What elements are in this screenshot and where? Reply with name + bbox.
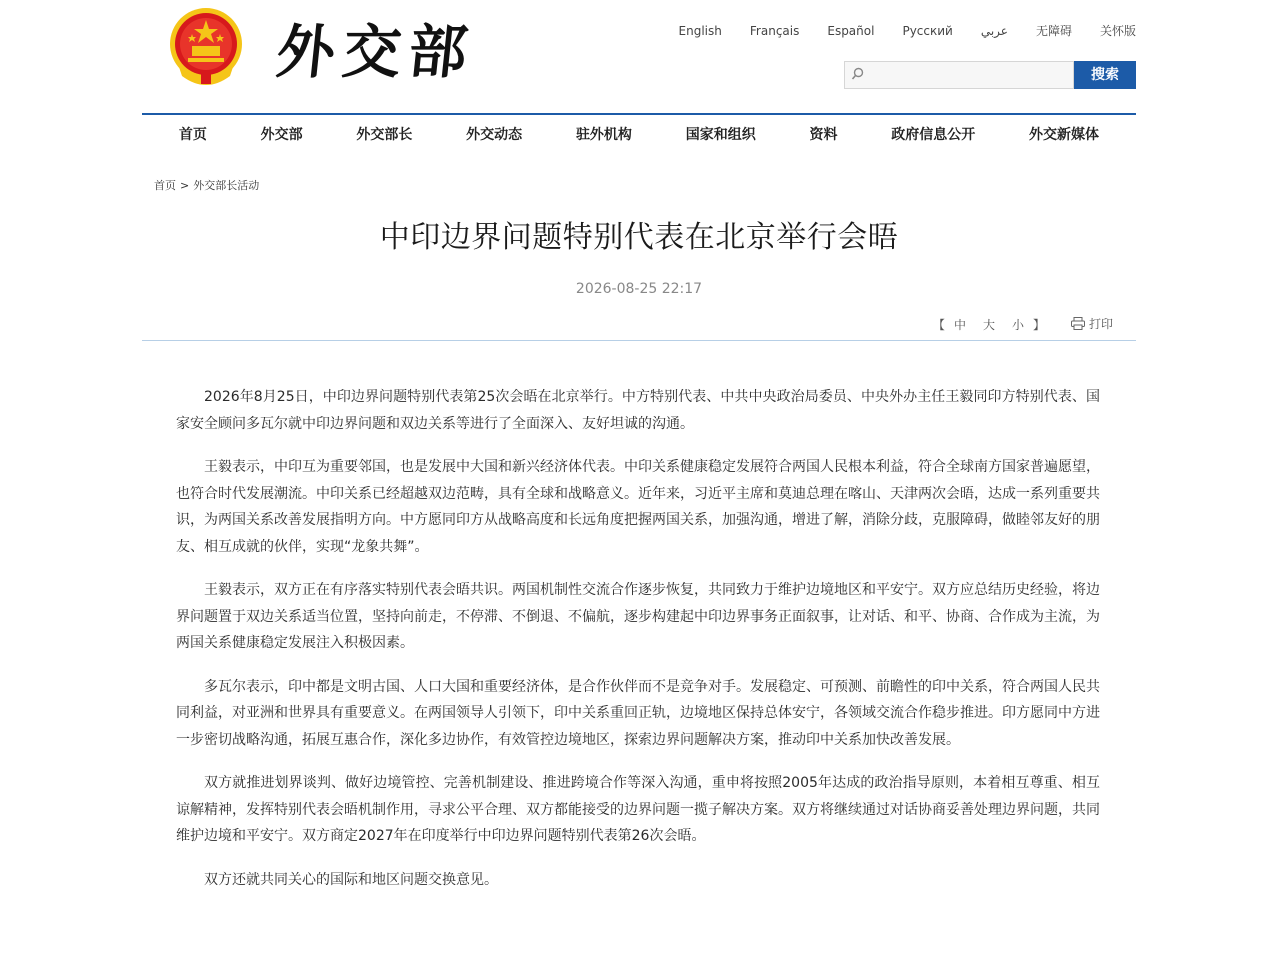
site-header [142, 0, 1136, 113]
accessibility-link[interactable]: 无障碍 [1035, 24, 1072, 38]
font-size-large-button[interactable]: 中 [953, 318, 967, 333]
font-size-selector [933, 316, 1046, 333]
breadcrumb-home-link[interactable]: 首页 [154, 179, 176, 192]
lang-arabic-link[interactable]: عربي [980, 24, 1008, 38]
page [142, 0, 1136, 893]
printer-icon [1071, 317, 1085, 330]
lang-spanish-link[interactable]: Español [827, 24, 875, 38]
nav-item-missions-abroad[interactable]: 驻外机构 [575, 127, 632, 143]
search-input[interactable] [871, 62, 1075, 88]
site-logo-text[interactable]: 外交部 [273, 18, 479, 86]
search-box [844, 61, 1074, 89]
search-bar [844, 61, 1136, 89]
breadcrumb-separator: > [180, 179, 190, 192]
language-links [651, 23, 1136, 39]
breadcrumb-current-link[interactable]: 外交部长活动 [193, 179, 260, 192]
article-paragraph: 王毅表示，双方正在有序落实特别代表会晤共识。两国机制性交流合作逐步恢复，共同致力于维护边境地区和平安宁。双方应总结历史经验，将边界问题置于双边关系适当位置，坚持向前走，不停滞、不倒退、不偏航，逐步构建起中印边界事务正面叙事，让对话、和平、协商、合作成为主流，为两国关系健康稳定发展注入积极因素。 [176, 582, 1100, 652]
font-size-medium-button[interactable]: 大 [982, 318, 996, 333]
nav-item-home[interactable]: 首页 [178, 127, 207, 143]
article-date: 2026-08-25 22:17 [575, 281, 703, 298]
search-icon [851, 67, 865, 81]
article-body [176, 384, 1100, 893]
main-nav [142, 113, 1136, 155]
nav-item-government-info[interactable]: 政府信息公开 [891, 127, 976, 143]
breadcrumb [154, 178, 1136, 194]
elder-care-version-link[interactable]: 关怀版 [1099, 24, 1136, 38]
font-size-small-button[interactable]: 小 [1011, 318, 1025, 333]
article-paragraph: 王毅表示，中印互为重要邻国，也是发展中大国和新兴经济体代表。中印关系健康稳定发展符合两国人民根本利益，符合全球南方国家普遍愿望，也符合时代发展潮流。中印关系已经超越双边范畴，具有全球和战略意义。近年来，习近平主席和莫迪总理在喀山、天津两次会晤，达成一系列重要共识，为两国关系改善发展指明方向。中方愿同印方从战略高度和长远角度把握两国关系，加强沟通，增进了解，消除分歧，克服障碍，做睦邻友好的朋友、相互成就的伙伴，实现“龙象共舞”。 [176, 459, 1100, 555]
article-tools [142, 310, 1136, 341]
article-title: 中印边界问题特别代表在北京举行会晤 [379, 220, 899, 255]
article-paragraph: 双方还就共同关心的国际和地区问题交换意见。 [204, 871, 498, 888]
nav-item-ministry[interactable]: 外交部 [260, 127, 303, 143]
bracket-close: 】 [1032, 318, 1046, 333]
lang-english-link[interactable]: English [678, 24, 722, 38]
article-paragraph: 双方就推进划界谈判、做好边境管控、完善机制建设、推进跨境合作等深入沟通，重申将按照2005年达成的政治指导原则，本着相互尊重、相互谅解精神，发挥特别代表会晤机制作用，寻求公平合理、双方都能接受的边界问题一揽子解决方案。双方将继续通过对话协商妥善处理边界问题，共同维护边境和平安宁。双方商定2027年在印度举行中印边界问题特别代表第26次会晤。 [176, 775, 1100, 845]
nav-item-minister[interactable]: 外交部长 [356, 127, 413, 143]
nav-item-diplomatic-news[interactable]: 外交动态 [466, 127, 523, 143]
nav-item-resources[interactable]: 资料 [809, 127, 838, 143]
print-button[interactable] [1071, 315, 1113, 332]
print-label: 打印 [1088, 317, 1113, 332]
search-button[interactable]: 搜索 [1074, 61, 1136, 89]
national-emblem-icon[interactable] [168, 6, 244, 86]
lang-french-link[interactable]: Français [749, 24, 800, 38]
nav-item-new-media[interactable]: 外交新媒体 [1029, 127, 1099, 143]
article-paragraph: 2026年8月25日，中印边界问题特别代表第25次会晤在北京举行。中方特别代表、中共中央政治局委员、中央外办主任王毅同印方特别代表、国家安全顾问多瓦尔就中印边界问题和双边关系等进行了全面深入、友好坦诚的沟通。 [176, 389, 1100, 432]
nav-item-countries-organizations[interactable]: 国家和组织 [685, 127, 756, 143]
lang-russian-link[interactable]: Русский [902, 24, 953, 38]
bracket-open: 【 [932, 318, 946, 333]
article-paragraph: 多瓦尔表示，印中都是文明古国、人口大国和重要经济体，是合作伙伴而不是竞争对手。发展稳定、可预测、前瞻性的印中关系，符合两国人民共同利益，对亚洲和世界具有重要意义。在两国领导人引领下，印中关系重回正轨，边境地区保持总体安宁，各领域交流合作稳步推进。印方愿同中方进一步密切战略沟通，拓展互惠合作，深化多边协作，有效管控边境地区，探索边界问题解决方案，推动印中关系加快改善发展。 [176, 678, 1100, 748]
